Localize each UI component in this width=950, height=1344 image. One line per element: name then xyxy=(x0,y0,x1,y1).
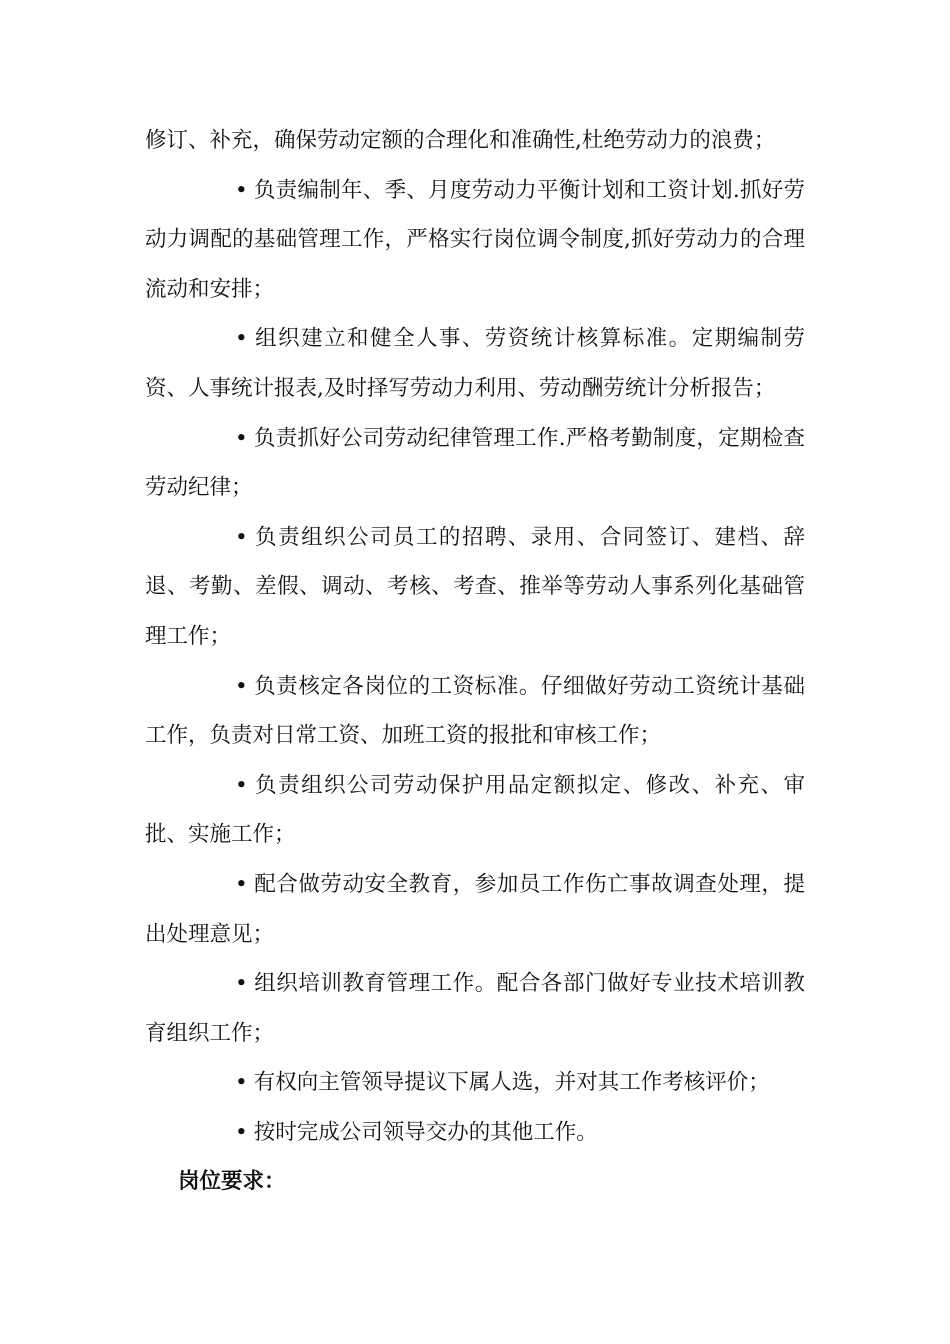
bullet-icon: • xyxy=(235,971,248,997)
list-item xyxy=(145,860,805,959)
list-item xyxy=(145,761,805,860)
list-item xyxy=(145,662,805,761)
list-item-text: 负责组织公司劳动保护用品定额拟定、修改、补充、审批、实施工作； xyxy=(145,772,805,848)
list-item-text: 负责组织公司员工的招聘、录用、合同签订、建档、辞退、考勤、差假、调动、考核、考查、推举等劳动人事系列化基础管理工作； xyxy=(145,524,805,649)
list-item-text: 负责编制年、季、月度劳动力平衡计划和工资计划.抓好劳动力调配的基础管理工作，严格实行岗位调令制度,抓好劳动力的合理流动和安排； xyxy=(145,177,805,302)
list-item xyxy=(145,959,805,1058)
list-item xyxy=(145,414,805,513)
bullet-icon: • xyxy=(235,772,248,798)
bullet-icon: • xyxy=(235,326,248,352)
bullet-icon: • xyxy=(235,871,248,897)
bullet-icon: • xyxy=(235,425,248,451)
list-item-text: 组织建立和健全人事、劳资统计核算标准。定期编制劳资、人事统计报表,及时择写劳动力利用、劳动酬劳统计分析报告； xyxy=(145,326,805,401)
list-item xyxy=(145,314,805,413)
bullet-icon: • xyxy=(235,524,248,550)
list-item-text: 配合做劳动安全教育，参加员工作伤亡事故调查处理，提出处理意见； xyxy=(145,871,805,947)
list-item xyxy=(145,1058,805,1108)
list-item-text: 按时完成公司领导交办的其他工作。 xyxy=(253,1119,598,1145)
list-item-text: 有权向主管领导提议下属人选，并对其工作考核评价； xyxy=(253,1070,770,1096)
section-heading: 岗位要求： xyxy=(178,1169,286,1195)
list-item-text: 负责抓好公司劳动纪律管理工作.严格考勤制度，定期检查劳动纪律； xyxy=(145,425,805,501)
bullet-icon: • xyxy=(235,1070,248,1096)
bullet-icon: • xyxy=(235,1119,248,1145)
list-item xyxy=(145,166,805,315)
list-item xyxy=(145,513,805,662)
bullet-icon: • xyxy=(235,673,248,699)
list-item xyxy=(145,1108,805,1158)
bullet-icon: • xyxy=(235,177,248,203)
list-item-text: 负责核定各岗位的工资标准。仔细做好劳动工资统计基础工作，负责对日常工资、加班工资的报批和审核工作； xyxy=(145,673,805,749)
document-body xyxy=(145,116,805,1207)
lead-paragraph: 修订、补充，确保劳动定额的合理化和准确性,杜绝劳动力的浪费； xyxy=(145,128,776,153)
list-item-text: 组织培训教育管理工作。配合各部门做好专业技术培训教育组织工作； xyxy=(145,971,805,1046)
